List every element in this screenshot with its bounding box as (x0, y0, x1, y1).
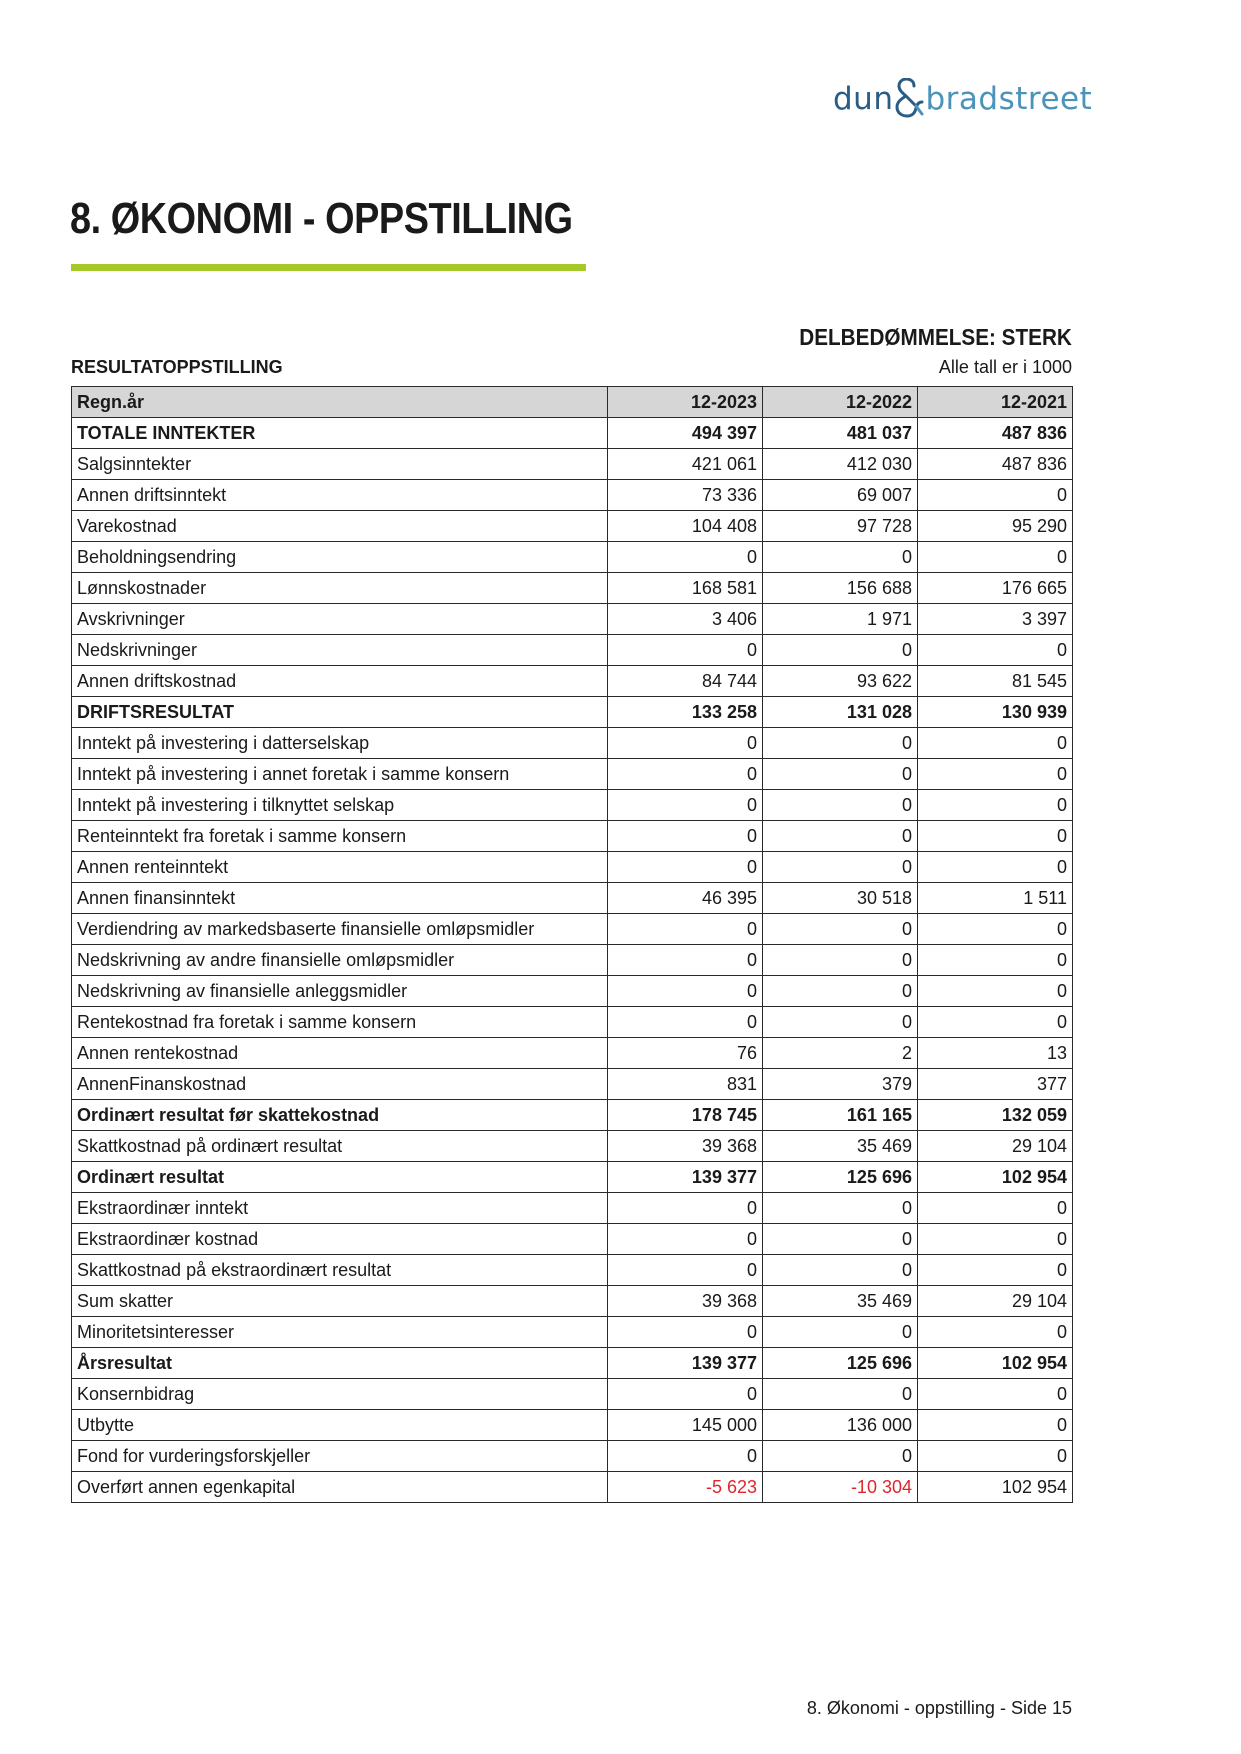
row-value: 168 581 (608, 573, 763, 604)
table-header-row (72, 387, 1073, 418)
table-row (72, 1286, 1073, 1317)
row-value: 35 469 (763, 1286, 918, 1317)
table-row (72, 1193, 1073, 1224)
row-value: 0 (763, 976, 918, 1007)
column-header-2021: 12-2021 (918, 387, 1073, 418)
row-value: 0 (918, 728, 1073, 759)
row-label: Fond for vurderingsforskjeller (72, 1441, 608, 1472)
row-value: 494 397 (608, 418, 763, 449)
table-row (72, 945, 1073, 976)
table-row (72, 728, 1073, 759)
row-value: 178 745 (608, 1100, 763, 1131)
row-value: 0 (763, 1224, 918, 1255)
row-value: 102 954 (918, 1162, 1073, 1193)
table-row (72, 1255, 1073, 1286)
row-value: 0 (608, 1193, 763, 1224)
table-row (72, 666, 1073, 697)
row-value: 145 000 (608, 1410, 763, 1441)
row-value: 104 408 (608, 511, 763, 542)
row-value: 0 (608, 635, 763, 666)
row-value: 0 (918, 1007, 1073, 1038)
row-value: 0 (608, 759, 763, 790)
row-value: 0 (608, 1317, 763, 1348)
row-value: 0 (608, 1255, 763, 1286)
table-row (72, 852, 1073, 883)
row-label: DRIFTSRESULTAT (72, 697, 608, 728)
table-row (72, 449, 1073, 480)
row-value: 30 518 (763, 883, 918, 914)
row-value: 0 (918, 976, 1073, 1007)
table-row (72, 1100, 1073, 1131)
row-value: 95 290 (918, 511, 1073, 542)
table-row (72, 976, 1073, 1007)
row-value: 487 836 (918, 418, 1073, 449)
row-label: Nedskrivninger (72, 635, 608, 666)
company-logo (833, 78, 1092, 124)
row-value: 176 665 (918, 573, 1073, 604)
row-label: Lønnskostnader (72, 573, 608, 604)
row-value: 412 030 (763, 449, 918, 480)
row-value: 0 (763, 728, 918, 759)
table-row (72, 1348, 1073, 1379)
row-label: Inntekt på investering i datterselskap (72, 728, 608, 759)
row-label: Rentekostnad fra foretak i samme konsern (72, 1007, 608, 1038)
row-value: 3 397 (918, 604, 1073, 635)
table-row (72, 1379, 1073, 1410)
row-value: 0 (763, 759, 918, 790)
row-label: Sum skatter (72, 1286, 608, 1317)
row-value: 0 (763, 1317, 918, 1348)
row-value: 1 511 (918, 883, 1073, 914)
row-label: Varekostnad (72, 511, 608, 542)
table-body (72, 418, 1073, 1503)
table-row (72, 635, 1073, 666)
row-value: 0 (918, 914, 1073, 945)
row-value: 29 104 (918, 1286, 1073, 1317)
row-value: 0 (918, 1441, 1073, 1472)
row-label: Ekstraordinær kostnad (72, 1224, 608, 1255)
row-value: 0 (918, 1193, 1073, 1224)
row-value: 0 (608, 914, 763, 945)
row-value: 69 007 (763, 480, 918, 511)
table-row (72, 1038, 1073, 1069)
row-value: 0 (763, 1379, 918, 1410)
row-value: 102 954 (918, 1472, 1073, 1503)
row-label: AnnenFinanskostnad (72, 1069, 608, 1100)
page-title: 8. ØKONOMI - OPPSTILLING (70, 194, 573, 243)
row-value: 0 (763, 1255, 918, 1286)
row-label: Minoritetsinteresser (72, 1317, 608, 1348)
row-label: Nedskrivning av andre finansielle omløpsmidler (72, 945, 608, 976)
table-row (72, 759, 1073, 790)
row-value: 0 (608, 1224, 763, 1255)
row-value: 0 (918, 759, 1073, 790)
title-accent-rule (71, 264, 586, 271)
row-value: 0 (608, 945, 763, 976)
row-value: 76 (608, 1038, 763, 1069)
row-value: 0 (918, 1255, 1073, 1286)
row-value: 0 (608, 976, 763, 1007)
row-value: 136 000 (763, 1410, 918, 1441)
row-label: Inntekt på investering i annet foretak i samme konsern (72, 759, 608, 790)
rating-heading: DELBEDØMMELSE: STERK (799, 324, 1072, 350)
row-value: 132 059 (918, 1100, 1073, 1131)
units-note: Alle tall er i 1000 (938, 357, 1072, 377)
row-label: Salgsinntekter (72, 449, 608, 480)
row-value: 377 (918, 1069, 1073, 1100)
row-value: 125 696 (763, 1162, 918, 1193)
row-value: 0 (763, 914, 918, 945)
row-value: 2 (763, 1038, 918, 1069)
row-value: 133 258 (608, 697, 763, 728)
row-value: 0 (918, 1379, 1073, 1410)
table-row (72, 511, 1073, 542)
row-value: 421 061 (608, 449, 763, 480)
row-value: 0 (918, 852, 1073, 883)
row-value: 0 (608, 1441, 763, 1472)
row-value: 0 (608, 728, 763, 759)
row-label: Ordinært resultat (72, 1162, 608, 1193)
table-row (72, 1472, 1073, 1503)
table-row (72, 480, 1073, 511)
logo-word-bradstreet: bradstreet (925, 81, 1093, 117)
row-label: Utbytte (72, 1410, 608, 1441)
row-value: 0 (763, 1441, 918, 1472)
row-value: 0 (918, 1410, 1073, 1441)
row-label: Årsresultat (72, 1348, 608, 1379)
row-value: 0 (763, 635, 918, 666)
row-value: 0 (608, 1379, 763, 1410)
row-label: TOTALE INNTEKTER (72, 418, 608, 449)
row-label: Annen renteinntekt (72, 852, 608, 883)
row-value: 0 (763, 945, 918, 976)
row-value: 130 939 (918, 697, 1073, 728)
row-value: 139 377 (608, 1162, 763, 1193)
row-label: Ekstraordinær inntekt (72, 1193, 608, 1224)
row-value: 125 696 (763, 1348, 918, 1379)
row-value: -10 304 (763, 1472, 918, 1503)
row-value: 0 (608, 852, 763, 883)
row-label: Annen rentekostnad (72, 1038, 608, 1069)
row-label: Avskrivninger (72, 604, 608, 635)
row-value: 131 028 (763, 697, 918, 728)
row-value: 35 469 (763, 1131, 918, 1162)
ampersand-logo-icon (894, 78, 924, 118)
row-value: 0 (763, 852, 918, 883)
table-row (72, 542, 1073, 573)
row-label: Beholdningsendring (72, 542, 608, 573)
row-value: 29 104 (918, 1131, 1073, 1162)
row-value: 13 (918, 1038, 1073, 1069)
row-value: 73 336 (608, 480, 763, 511)
row-value: 0 (918, 542, 1073, 573)
row-label: Inntekt på investering i tilknyttet selskap (72, 790, 608, 821)
row-value: 0 (763, 821, 918, 852)
row-value: 3 406 (608, 604, 763, 635)
section-label: RESULTATOPPSTILLING (71, 357, 283, 377)
row-value: 487 836 (918, 449, 1073, 480)
row-value: 0 (608, 542, 763, 573)
row-value: 161 165 (763, 1100, 918, 1131)
row-value: 0 (763, 790, 918, 821)
row-value: 0 (608, 1007, 763, 1038)
row-value: 97 728 (763, 511, 918, 542)
row-value: 81 545 (918, 666, 1073, 697)
row-value: 0 (918, 821, 1073, 852)
row-value: 0 (918, 790, 1073, 821)
row-value: 39 368 (608, 1286, 763, 1317)
row-value: 0 (763, 1007, 918, 1038)
row-value: 93 622 (763, 666, 918, 697)
row-value: 46 395 (608, 883, 763, 914)
table-row (72, 1441, 1073, 1472)
column-header-2023: 12-2023 (608, 387, 763, 418)
row-value: 39 368 (608, 1131, 763, 1162)
row-value: 481 037 (763, 418, 918, 449)
table-row (72, 821, 1073, 852)
income-statement-table (71, 386, 1073, 1503)
row-value: 379 (763, 1069, 918, 1100)
row-value: -5 623 (608, 1472, 763, 1503)
table-row (72, 1410, 1073, 1441)
logo-word-dun: dun (833, 81, 894, 117)
table-row (72, 914, 1073, 945)
table-row (72, 418, 1073, 449)
row-value: 0 (608, 790, 763, 821)
row-value: 139 377 (608, 1348, 763, 1379)
row-value: 102 954 (918, 1348, 1073, 1379)
row-value: 831 (608, 1069, 763, 1100)
row-value: 0 (918, 1224, 1073, 1255)
table-row (72, 1131, 1073, 1162)
row-label: Renteinntekt fra foretak i samme konsern (72, 821, 608, 852)
row-label: Annen finansinntekt (72, 883, 608, 914)
table-row (72, 697, 1073, 728)
row-value: 0 (763, 1193, 918, 1224)
table-row (72, 883, 1073, 914)
row-value: 0 (918, 635, 1073, 666)
row-label: Ordinært resultat før skattekostnad (72, 1100, 608, 1131)
page-footer: 8. Økonomi - oppstilling - Side 15 (806, 1698, 1072, 1718)
row-label: Verdiendring av markedsbaserte finansielle omløpsmidler (72, 914, 608, 945)
table-row (72, 1069, 1073, 1100)
row-label: Skattkostnad på ordinært resultat (72, 1131, 608, 1162)
row-label: Skattkostnad på ekstraordinært resultat (72, 1255, 608, 1286)
row-label: Nedskrivning av finansielle anleggsmidler (72, 976, 608, 1007)
table-row (72, 604, 1073, 635)
row-label: Annen driftskostnad (72, 666, 608, 697)
row-value: 0 (763, 542, 918, 573)
row-value: 84 744 (608, 666, 763, 697)
row-label: Konsernbidrag (72, 1379, 608, 1410)
row-value: 0 (608, 821, 763, 852)
row-value: 0 (918, 945, 1073, 976)
row-value: 1 971 (763, 604, 918, 635)
row-value: 0 (918, 480, 1073, 511)
row-value: 0 (918, 1317, 1073, 1348)
row-value: 156 688 (763, 573, 918, 604)
column-header-2022: 12-2022 (763, 387, 918, 418)
table-row (72, 1317, 1073, 1348)
table-row (72, 573, 1073, 604)
row-label: Annen driftsinntekt (72, 480, 608, 511)
column-header-period: Regn.år (72, 387, 608, 418)
table-row (72, 1007, 1073, 1038)
table-row (72, 790, 1073, 821)
table-row (72, 1162, 1073, 1193)
table-row (72, 1224, 1073, 1255)
row-label: Overført annen egenkapital (72, 1472, 608, 1503)
